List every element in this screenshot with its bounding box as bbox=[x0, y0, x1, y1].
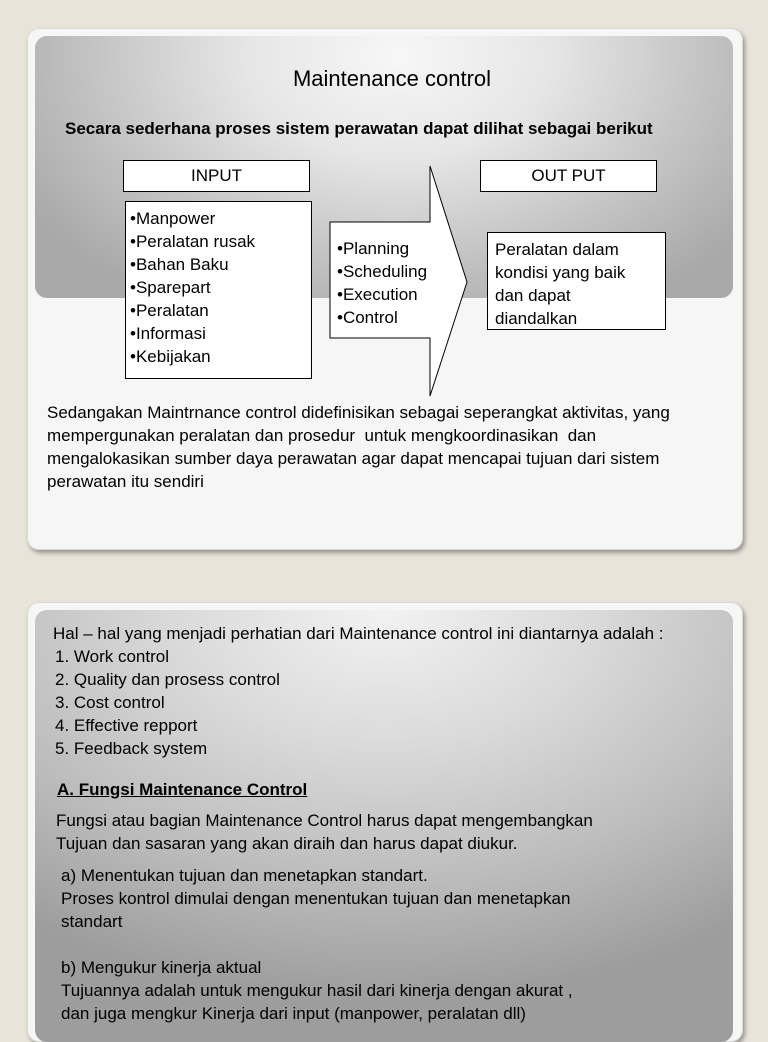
section-heading: A. Fungsi Maintenance Control bbox=[57, 780, 308, 799]
input-header-label: INPUT bbox=[191, 166, 242, 185]
input-item: •Peralatan bbox=[130, 301, 209, 320]
input-list-box bbox=[125, 201, 312, 379]
sub-a-line: standart bbox=[61, 912, 123, 931]
output-line: dan dapat bbox=[495, 286, 571, 305]
input-item: •Peralatan rusak bbox=[130, 232, 256, 251]
output-line: diandalkan bbox=[495, 309, 578, 328]
input-item: •Sparepart bbox=[130, 278, 211, 297]
sub-b-line: dan juga mengkur Kinerja dari input (manpower, peralatan dll) bbox=[61, 1004, 526, 1023]
focus-list-item: 5. Feedback system bbox=[55, 739, 208, 758]
sub-b-line: b) Mengukur kinerja aktual bbox=[61, 958, 262, 977]
input-item: •Kebijakan bbox=[130, 347, 211, 366]
process-item: •Execution bbox=[337, 285, 418, 304]
slide-maintenance-focus bbox=[27, 602, 743, 1042]
input-item: •Bahan Baku bbox=[130, 255, 229, 274]
slide-maintenance-control bbox=[27, 28, 743, 550]
sub-a-line: a) Menentukan tujuan dan menetapkan standart. bbox=[61, 866, 428, 885]
definition-line: mengalokasikan sumber daya perawatan agar dapat mencapai tujuan dari sistem bbox=[47, 449, 660, 468]
definition-paragraph bbox=[47, 401, 737, 493]
definition-line: mempergunakan peralatan dan prosedur untuk mengkoordinasikan dan bbox=[47, 426, 597, 445]
output-line: Peralatan dalam bbox=[495, 240, 619, 259]
fungsi-paragraph bbox=[56, 809, 716, 855]
definition-line: perawatan itu sendiri bbox=[47, 472, 204, 491]
focus-intro: Hal – hal yang menjadi perhatian dari Maintenance control ini diantarnya adalah : bbox=[53, 624, 664, 643]
fungsi-line: Fungsi atau bagian Maintenance Control harus dapat mengembangkan bbox=[56, 811, 593, 830]
focus-list-item: 1. Work control bbox=[55, 647, 170, 666]
focus-list-item: 2. Quality dan prosess control bbox=[55, 670, 280, 689]
sub-b-line: Tujuannya adalah untuk mengukur hasil dari kinerja dengan akurat , bbox=[61, 981, 573, 1000]
process-list bbox=[337, 237, 427, 329]
output-header-box bbox=[480, 160, 657, 192]
slide-title: Maintenance control bbox=[292, 66, 492, 91]
input-item: •Manpower bbox=[130, 209, 216, 228]
focus-list bbox=[55, 645, 280, 760]
focus-list-item: 4. Effective repport bbox=[55, 716, 198, 735]
definition-line: Sedangakan Maintrnance control didefinisikan sebagai seperangkat aktivitas, yang bbox=[47, 403, 670, 422]
output-header-label: OUT PUT bbox=[531, 166, 606, 185]
fungsi-line: Tujuan dan sasaran yang akan diraih dan harus dapat diukur. bbox=[56, 834, 518, 853]
sub-point-a bbox=[61, 864, 721, 933]
process-item: •Planning bbox=[337, 239, 410, 258]
process-item: •Scheduling bbox=[337, 262, 428, 281]
input-item: •Informasi bbox=[130, 324, 206, 343]
sub-a-line: Proses kontrol dimulai dengan menentukan tujuan dan menetapkan bbox=[61, 889, 571, 908]
input-header-box bbox=[123, 160, 310, 192]
process-item: •Control bbox=[337, 308, 398, 327]
sub-point-b bbox=[61, 956, 721, 1025]
slide-subtitle: Secara sederhana proses sistem perawatan dapat dilihat sebagai berikut bbox=[65, 119, 653, 138]
focus-list-item: 3. Cost control bbox=[55, 693, 165, 712]
output-result-box bbox=[487, 232, 666, 330]
output-line: kondisi yang baik bbox=[495, 263, 626, 282]
